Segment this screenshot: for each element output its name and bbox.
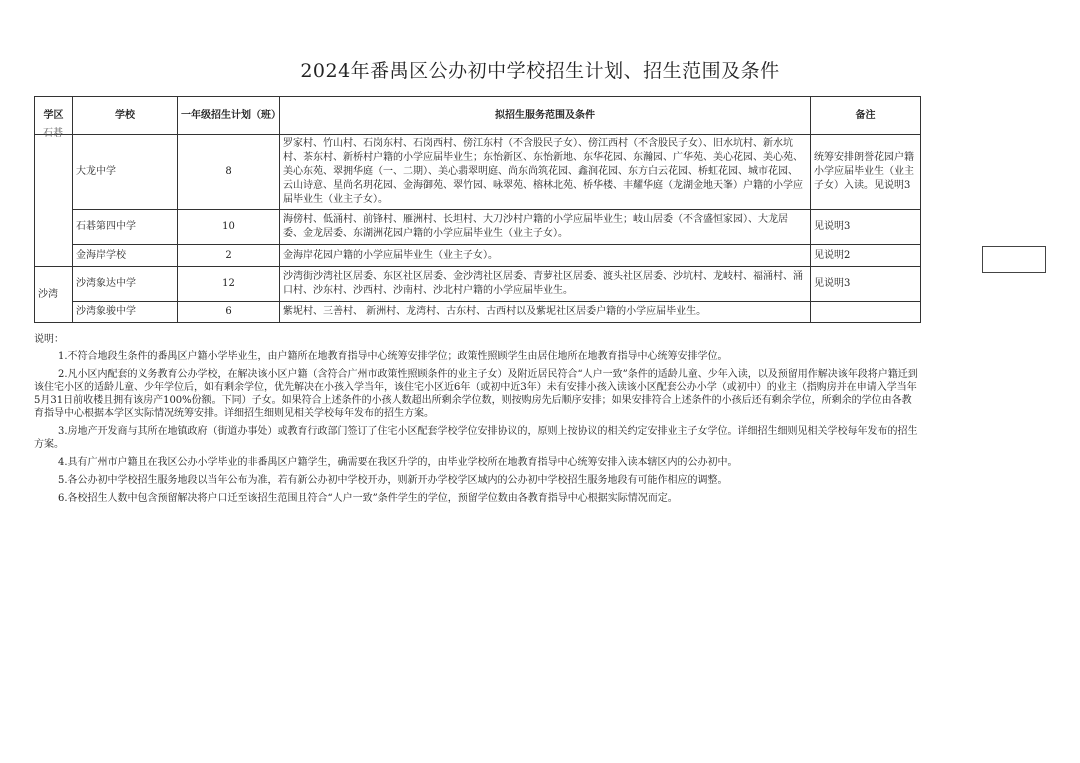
note-item: 6.各校招生人数中包含预留解决将户口迁至该招生范围且符合“人户一致”条件学生的学位，预留学位数由各教育指导中心根据实际情况而定。: [58, 493, 678, 504]
note-item: 5.各公办初中学校招生服务地段以当年公布为准，若有新公办初中学校开办，则新开办学校学区域内的公办初中学校招生服务地段有可能作相应的调整。: [58, 475, 728, 486]
note-text: 统筹安排朗誉花园户籍小学应届毕业生（业主子女）入读。见说明3: [811, 135, 921, 210]
district-label-shiqi: 石碁: [43, 128, 63, 139]
note-text: 见说明3: [811, 267, 921, 302]
table-row: [35, 245, 921, 267]
table-row: [35, 135, 921, 210]
district-cell-shawan: [35, 267, 73, 323]
table-row: [35, 210, 921, 245]
note-item: 2.凡小区内配套的义务教育公办学校，在解决该小区户籍（含符合广州市政策性照顾条件的业主子女）及附近居民符合“人户一致”条件的适龄儿童、少年入读，以及预留用作解决该年段将户籍迁到该住宅小区的适龄儿童、少年学位后，如有剩余学位，优先解决在小孩入学当年，该住宅小区近6年（或初中近3年）未有安排小孩入读该小区配套公办小学（或初中）的业主（指购房并在申请入学当年5月31日前收楼且拥有该房产100%份额。下同）子女。如果符合上述条件的小孩人数超出所剩余学位数，则按购房先后顺序安排；如果安排符合上述条件的小孩后还有剩余学位，所剩余的学位由各教育指导中心根据本学区实际情况统筹安排。详细招生细则见相关学校每年发布的招生方案。: [34, 369, 918, 419]
note-item: 4.具有广州市户籍且在我区公办小学毕业的非番禺区户籍学生，确需要在我区升学的，由毕业学校所在地教育指导中心统筹安排入读本辖区内的公办初中。: [58, 457, 738, 468]
range-text: 金海岸花园户籍的小学应届毕业生（业主子女）。: [280, 245, 811, 267]
header-range: 拟招生服务范围及条件: [280, 97, 811, 135]
school-name: 沙湾象达中学: [73, 267, 178, 302]
school-name: 金海岸学校: [73, 245, 178, 267]
note-item: 1.不符合地段生条件的番禺区户籍小学毕业生，由户籍所在地教育指导中心统筹安排学位；政策性照顾学生由居住地所在地教育指导中心统筹安排学位。: [58, 351, 728, 362]
header-district: 学区: [35, 97, 73, 135]
notes-section: [34, 333, 920, 510]
plan-count: 8: [178, 135, 280, 210]
page-title: 2024年番禺区公办初中学校招生计划、招生范围及条件: [300, 60, 780, 82]
plan-count: 10: [178, 210, 280, 245]
table-header-row: [35, 97, 921, 135]
district-label-shawan: 沙湾: [38, 288, 58, 300]
school-name: 大龙中学: [73, 135, 178, 210]
note-item: 3.房地产开发商与其所在地镇政府（街道办事处）或教育行政部门签订了住宅小区配套学校学位安排协议的，原则上按协议的相关约定安排业主子女学位。详细招生细则见相关学校每年发布的招生方案。: [34, 426, 918, 450]
enrollment-table: [34, 96, 921, 323]
table-row: [35, 267, 921, 302]
plan-count: 2: [178, 245, 280, 267]
table-row: [35, 302, 921, 323]
school-name: 石碁第四中学: [73, 210, 178, 245]
header-school: 学校: [73, 97, 178, 135]
range-text: 紫坭村、三善村、 新洲村、龙湾村、古东村、古西村以及紫坭社区居委户籍的小学应届毕业生。: [280, 302, 811, 323]
range-text: 罗家村、竹山村、石岗东村、石岗西村、傍江东村（不含股民子女）、傍江西村（不含股民子女）、旧水坑村、新水坑村、茶东村、新桥村户籍的小学应届毕业生；东怡新区、东怡新地、东华花园、东瀚园、广华苑、美心花园、美心苑、美心东苑、翠拥华庭（一、二期）、美心翡翠明庭、尚东尚筑花园、鑫润花园、东方白云花园、桥虹花园、城市花园、云山诗意、星尚名玥花园、金海御苑、翠竹园、咏翠苑、榕林北苑、桥华楼、丰耀华庭（龙湖金地天峯）户籍的小学应届毕业生（业主子女）。: [280, 135, 811, 210]
plan-count: 12: [178, 267, 280, 302]
note-text: [811, 302, 921, 323]
note-text: 见说明2: [811, 245, 921, 267]
header-note: 备注: [811, 97, 921, 135]
notes-heading: 说明：: [34, 334, 64, 345]
note-text: 见说明3: [811, 210, 921, 245]
range-text: 海傍村、低涌村、前锋村、雁洲村、长坦村、大刀沙村户籍的小学应届毕业生；岐山居委（不含盛恒家园）、大龙居委、金龙居委、东湖洲花园户籍的小学应届毕业生（业主子女）。: [280, 210, 811, 245]
empty-side-box: [982, 246, 1046, 273]
range-text: 沙湾街沙湾社区居委、东区社区居委、金沙湾社区居委、青萝社区居委、渡头社区居委、沙坑村、龙岐村、福涌村、涌口村、沙东村、沙西村、沙南村、沙北村户籍的小学应届毕业生。: [280, 267, 811, 302]
district-cell-shiqi: [35, 128, 73, 267]
header-plan: 一年级招生计划（班）: [178, 97, 280, 135]
school-name: 沙湾象骏中学: [73, 302, 178, 323]
plan-count: 6: [178, 302, 280, 323]
